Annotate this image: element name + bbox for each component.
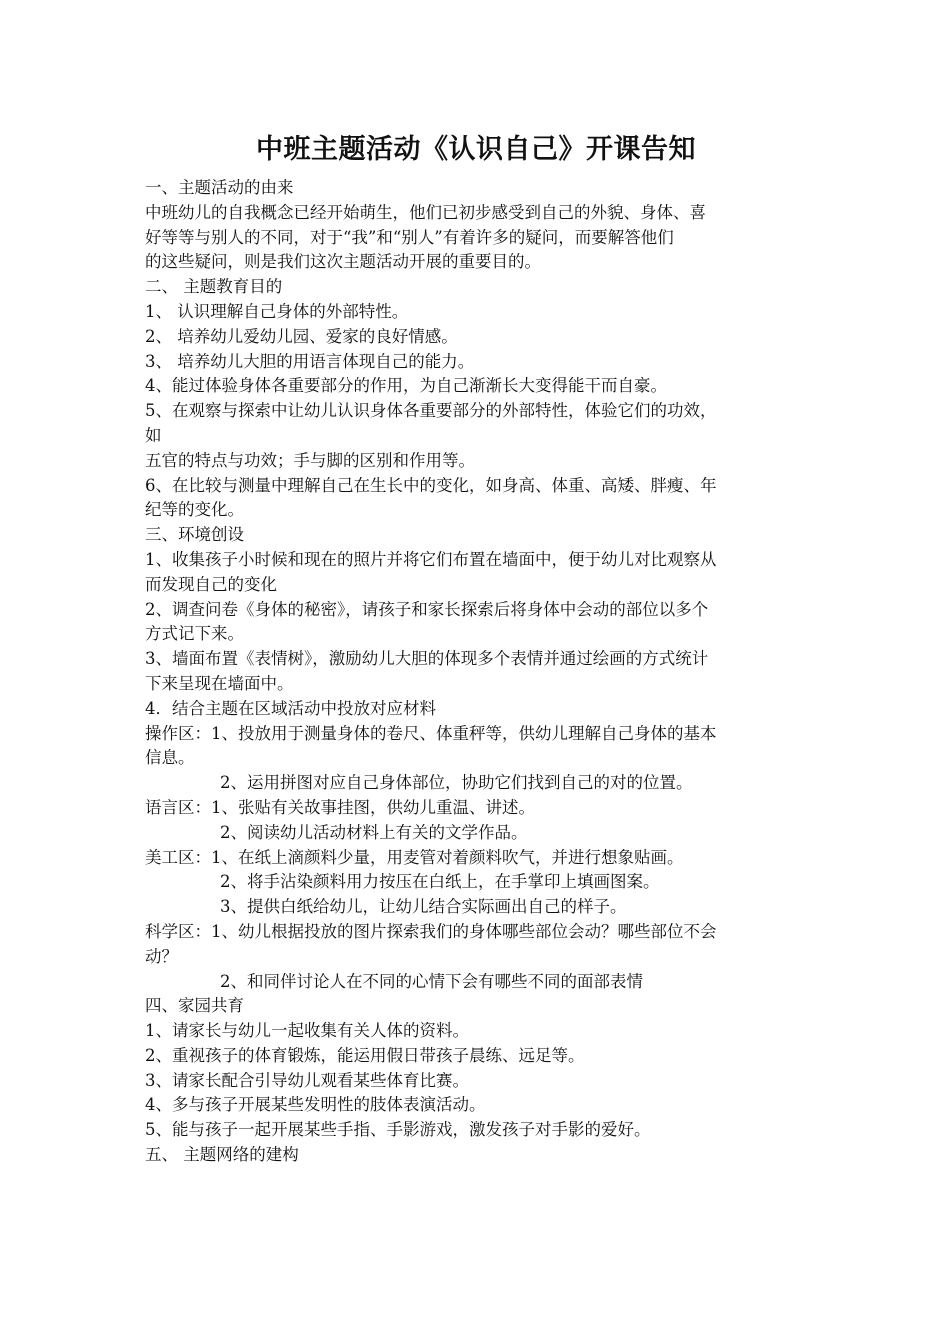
area-item-operation: 操作区：1、投放用于测量身体的卷尺、体重秤等，供幼儿理解自己身体的基本 [145, 723, 717, 743]
list-item-continuation: 如 [145, 425, 162, 445]
list-item: 1、 认识理解自己身体的外部特性。 [145, 301, 409, 321]
list-item: 4、能过体验身体各重要部分的作用，为自己渐渐长大变得能干而自豪。 [145, 376, 667, 396]
paragraph-line: 好等等与别人的不同，对于“我”和“别人”有着许多的疑问，而要解答他们 [145, 227, 674, 247]
list-item: 2、 培养幼儿爱幼儿园、爱家的良好情感。 [145, 326, 458, 346]
area-item-language: 语言区：1、张贴有关故事挂图，供幼儿重温、讲述。 [145, 797, 535, 817]
section-heading-environment: 三、环境创设 [145, 525, 244, 545]
section-heading-home-school: 四、家园共育 [145, 996, 244, 1016]
list-item: 1、收集孩子小时候和现在的照片并将它们布置在墙面中，便于幼儿对比观察从 [145, 549, 717, 569]
area-subitem: 3、提供白纸给幼儿，让幼儿结合实际画出自己的样子。 [220, 897, 627, 917]
list-item-continuation: 下来呈现在墙面中。 [145, 673, 294, 693]
document-title: 中班主题活动《认识自己》开课告知 [256, 134, 696, 165]
list-item-continuation: 动？ [145, 946, 178, 966]
list-item: 4、多与孩子开展某些发明性的肢体表演活动。 [145, 1095, 486, 1115]
paragraph-line: 中班幼儿的自我概念已经开始萌生，他们已初步感受到自己的外貌、身体、喜 [145, 202, 706, 222]
list-item-continuation: 方式记下来。 [145, 624, 244, 644]
area-subitem: 2、和同伴讨论人在不同的心情下会有哪些不同的面部表情 [220, 971, 643, 991]
list-item: 5、能与孩子一起开展某些手指、手影游戏，激发孩子对手影的爱好。 [145, 1120, 651, 1140]
list-item: 2、重视孩子的体育锻炼，能运用假日带孩子晨练、远足等。 [145, 1045, 585, 1065]
list-item-continuation: 纪等的变化。 [145, 500, 244, 520]
area-item-science: 科学区：1、幼儿根据投放的图片探索我们的身体哪些部位会动？哪些部位不会 [145, 921, 717, 941]
paragraph-line: 的这些疑问，则是我们这次主题活动开展的重要目的。 [145, 252, 541, 272]
section-heading-goals: 二、 主题教育目的 [145, 277, 283, 297]
list-item: 3、墙面布置《表情树》，激励幼儿大胆的体现多个表情并通过绘画的方式统计 [145, 649, 709, 669]
list-item-continuation: 五官的特点与功效；手与脚的区别和作用等。 [145, 450, 475, 470]
area-item-art: 美工区：1、在纸上滴颜料少量，用麦管对着颜料吹气，并进行想象贴画。 [145, 847, 684, 867]
list-item: 3、 培养幼儿大胆的用语言体现自己的能力。 [145, 351, 475, 371]
list-item: 1、请家长与幼儿一起收集有关人体的资料。 [145, 1021, 469, 1041]
section-heading-origin: 一、主题活动的由来 [145, 178, 294, 197]
list-item: 5、在观察与探索中让幼儿认识身体各重要部分的外部特性，体验它们的功效， [145, 401, 717, 421]
list-item-continuation: 信息。 [145, 748, 195, 768]
area-subitem: 2、阅读幼儿活动材料上有关的文学作品。 [220, 822, 528, 842]
area-subitem: 2、将手沾染颜料用力按压在白纸上，在手掌印上填画图案。 [220, 872, 660, 892]
list-item: 3、请家长配合引导幼儿观看某些体育比赛。 [145, 1070, 469, 1090]
list-item: 2、调查问卷《身体的秘密》，请孩子和家长探索后将身体中会动的部位以多个 [145, 599, 709, 619]
document-page [145, 130, 807, 1168]
list-item: 4．结合主题在区域活动中投放对应材料 [145, 698, 436, 718]
area-subitem: 2、运用拼图对应自己身体部位，协助它们找到自己的对的位置。 [220, 773, 693, 793]
section-heading-network: 五、 主题网络的建构 [145, 1145, 299, 1165]
list-item-continuation: 而发现自己的变化 [145, 574, 277, 594]
list-item: 6、在比较与测量中理解自己在生长中的变化，如身高、体重、高矮、胖瘦、年 [145, 475, 717, 495]
